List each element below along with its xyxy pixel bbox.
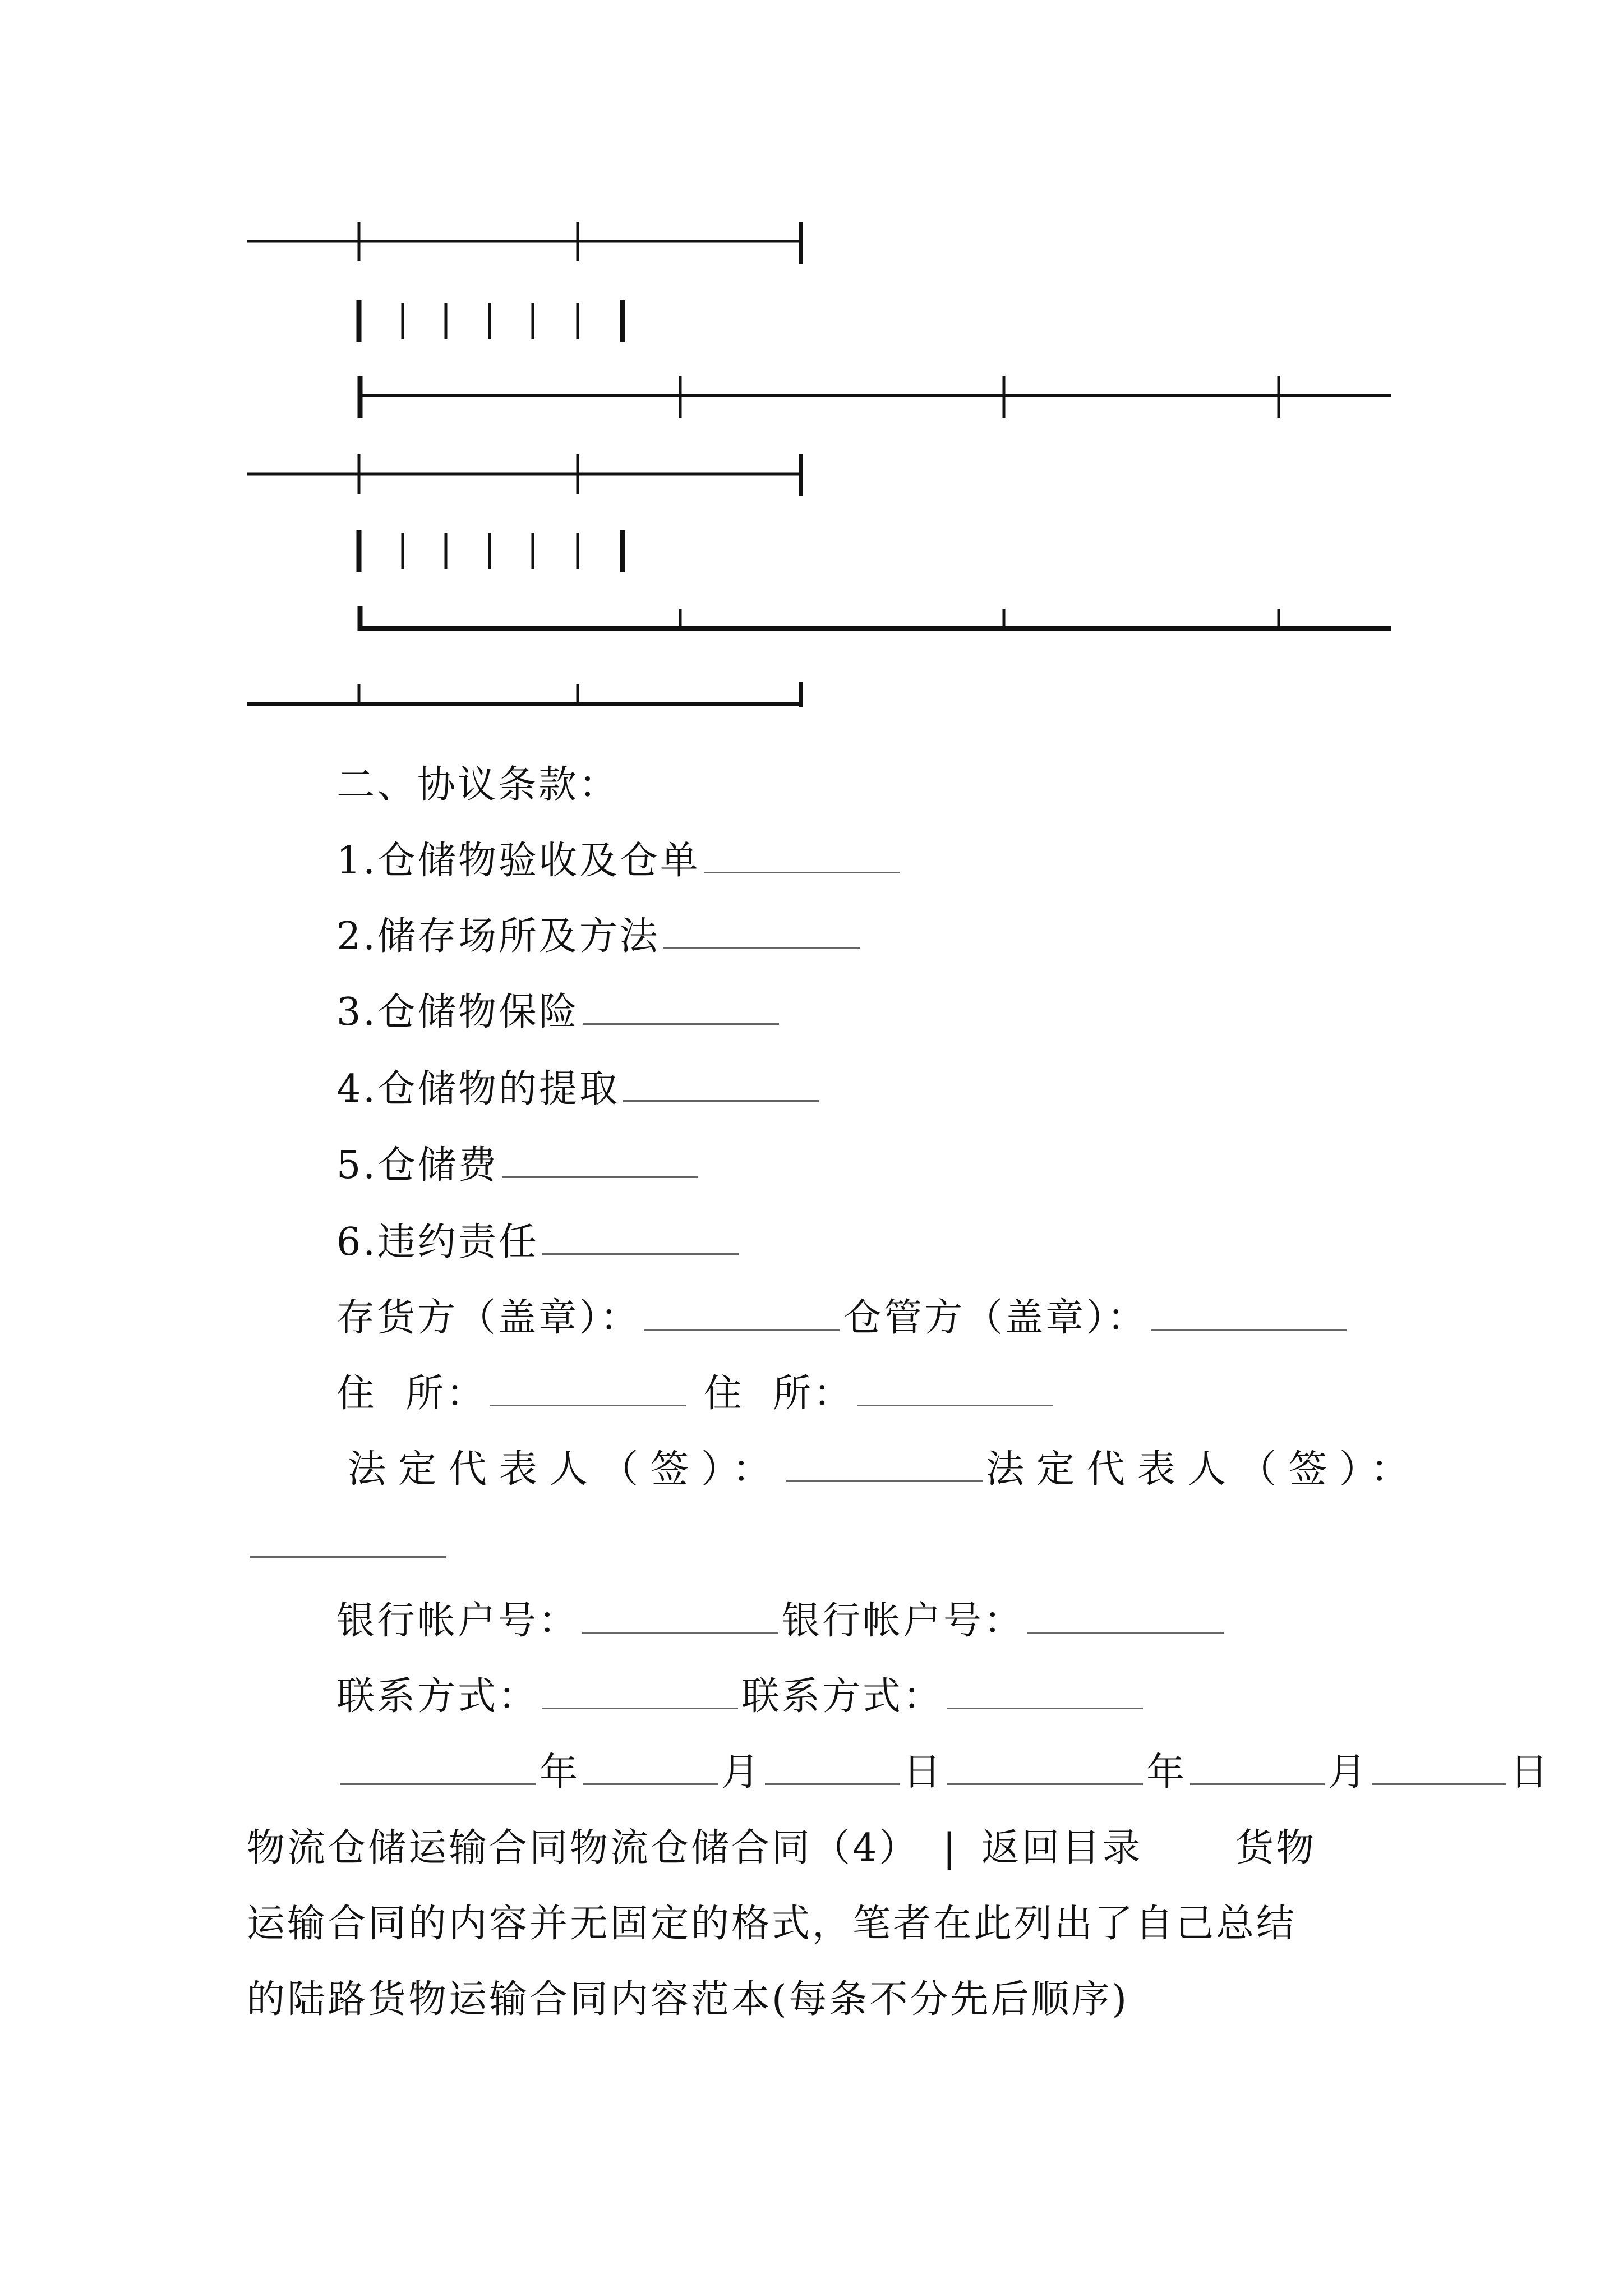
- month-b-field[interactable]: [1190, 1750, 1325, 1785]
- sign-row-party: 存货方（盖章）： 仓管方（盖章）：: [336, 1293, 1350, 1343]
- blank-field[interactable]: [542, 1220, 739, 1255]
- month-a-field[interactable]: [583, 1750, 718, 1785]
- separator: |: [942, 1826, 958, 1870]
- legal-rep-a-field[interactable]: [786, 1447, 983, 1482]
- legal-rep-b-field[interactable]: [250, 1522, 446, 1558]
- sign-row-legal-rep: 法定代表人（签）： 法定代表人（签）：: [348, 1447, 1422, 1492]
- blank-field[interactable]: [502, 1143, 698, 1178]
- footer-line-3: 的陆路货物运输合同内容范本(每条不分先后顺序): [247, 1977, 1129, 2022]
- footer-line-1: 物流仓储运输合同物流仓储合同（4） | 返回目录 货物: [247, 1826, 1317, 1870]
- sign-row-address: 住 所： 住 所：: [336, 1369, 1057, 1419]
- contact-b-field[interactable]: [947, 1674, 1143, 1709]
- address-b-field[interactable]: [857, 1371, 1053, 1406]
- blank-field[interactable]: [623, 1066, 819, 1102]
- sign-row-date: 年 月 日 年 月 日: [336, 1747, 1550, 1798]
- clause-3: 3.仓储物保险: [336, 987, 782, 1038]
- sign-row-bank: 银行帐户号： 银行帐户号：: [336, 1596, 1227, 1646]
- section-heading: 二、协议条款：: [336, 763, 620, 807]
- clause-6: 6.违约责任: [336, 1217, 742, 1268]
- clause-5: 5.仓储费: [336, 1140, 702, 1191]
- blank-field[interactable]: [663, 914, 860, 949]
- clause-1: 1.仓储物验收及仓单: [336, 836, 903, 886]
- bank-b-field[interactable]: [1027, 1598, 1224, 1634]
- clause-4: 4.仓储物的提取: [336, 1064, 823, 1115]
- back-to-toc-link[interactable]: 返回目录: [981, 1826, 1143, 1870]
- day-a-field[interactable]: [765, 1750, 900, 1785]
- year-b-field[interactable]: [947, 1750, 1143, 1785]
- depositor-seal-field[interactable]: [644, 1295, 840, 1331]
- bank-a-field[interactable]: [582, 1598, 778, 1634]
- custodian-seal-field[interactable]: [1151, 1295, 1347, 1331]
- year-a-field[interactable]: [340, 1750, 536, 1785]
- clause-2: 2.储存场所及方法: [336, 912, 863, 962]
- day-b-field[interactable]: [1372, 1750, 1506, 1785]
- legal-rep-b-blank-row: [247, 1520, 450, 1571]
- address-a-field[interactable]: [490, 1371, 686, 1406]
- sign-row-contact: 联系方式： 联系方式：: [336, 1672, 1146, 1722]
- footer-line-2: 运输合同的内容并无固定的格式，笔者在此列出了自己总结: [247, 1902, 1297, 1946]
- blank-field[interactable]: [583, 990, 779, 1025]
- blank-field[interactable]: [704, 838, 900, 873]
- contact-a-field[interactable]: [542, 1674, 738, 1709]
- table-rule-fragment: [0, 0, 1623, 729]
